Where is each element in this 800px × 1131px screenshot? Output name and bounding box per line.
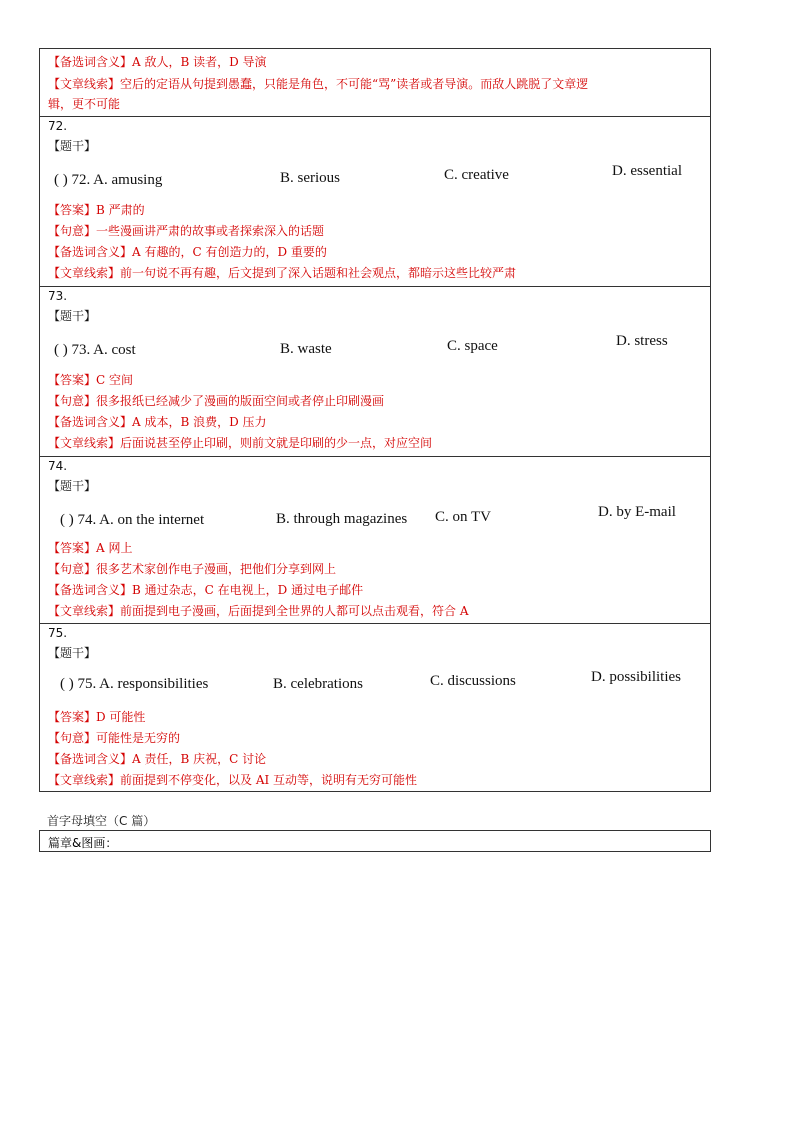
question-72 [40,116,710,286]
section-box-label: 篇章&图画： [48,836,118,850]
option-d: D. by E-mail [598,504,676,520]
option-b: B. waste [280,341,332,357]
question-75 [40,623,710,791]
section-title: 首字母填空（C 篇） [47,814,156,828]
option-a: ( ) 73. A. cost [54,342,136,358]
question-number: 73. [48,289,68,303]
answer: 【答案】D 可能性 [48,710,146,724]
choices-meaning-71: 【备选词含义】A 敌人，B 读者，D 导演 [48,55,267,69]
option-c: C. creative [444,167,509,183]
question-number: 75. [48,626,68,640]
choices-meaning: 【备选词含义】A 成本，B 浪费，D 压力 [48,415,267,429]
option-d: D. essential [612,163,682,179]
choices-meaning: 【备选词含义】B 通过杂志，C 在电视上，D 通过电子邮件 [48,583,364,597]
sentence-meaning: 【句意】很多报纸已经减少了漫画的版面空间或者停止印刷漫画 [48,394,385,408]
question-74 [40,456,710,623]
choices-meaning: 【备选词含义】A 责任，B 庆祝，C 讨论 [48,752,267,766]
sentence-meaning: 【句意】很多艺术家创作电子漫画，把他们分享到网上 [48,562,337,576]
option-b: B. celebrations [273,676,363,692]
text-clue: 【文章线索】前面提到电子漫画，后面提到全世界的人都可以点击观看，符合 A [48,604,469,618]
question-number: 72. [48,119,68,133]
stem-label: 【题干】 [48,139,97,153]
clue-71-cont: 辑，更不可能 [48,97,121,111]
option-d: D. stress [616,333,668,349]
stem-label: 【题干】 [48,646,97,660]
sentence-meaning: 【句意】可能性是无穷的 [48,731,181,745]
text-clue: 【文章线索】前面提到不停变化，以及 AI 互动等，说明有无穷可能性 [48,773,418,787]
option-a: ( ) 75. A. responsibilities [60,676,209,692]
question-73 [40,286,710,456]
cell-71-tail [40,49,710,116]
option-d: D. possibilities [591,669,682,685]
option-c: C. discussions [430,673,516,689]
answer: 【答案】A 网上 [48,541,133,555]
text-clue: 【文章线索】前一句说不再有趣，后文提到了深入话题和社会观点，都暗示这些比较严肃 [48,266,517,280]
analysis-table [39,48,711,792]
option-c: C. on TV [435,509,491,525]
answer: 【答案】C 空间 [48,373,133,387]
option-a: ( ) 72. A. amusing [54,172,163,188]
text-clue: 【文章线索】后面说甚至停止印刷，则前文就是印刷的少一点，对应空间 [48,436,433,450]
stem-label: 【题干】 [48,309,97,323]
clue-71: 【文章线索】空后的定语从句提到愚蠢，只能是角色，不可能“骂”读者或者导演。而敌人跳脱了文章逻 [48,77,589,91]
option-b: B. through magazines [276,511,408,527]
section-box [39,830,711,852]
choices-meaning: 【备选词含义】A 有趣的，C 有创造力的，D 重要的 [48,245,327,259]
option-a: ( ) 74. A. on the internet [60,512,205,528]
option-c: C. space [447,338,498,354]
answer: 【答案】B 严肃的 [48,203,145,217]
sentence-meaning: 【句意】一些漫画讲严肃的故事或者探索深入的话题 [48,224,325,238]
question-number: 74. [48,459,68,473]
option-b: B. serious [280,170,340,186]
stem-label: 【题干】 [48,479,97,493]
